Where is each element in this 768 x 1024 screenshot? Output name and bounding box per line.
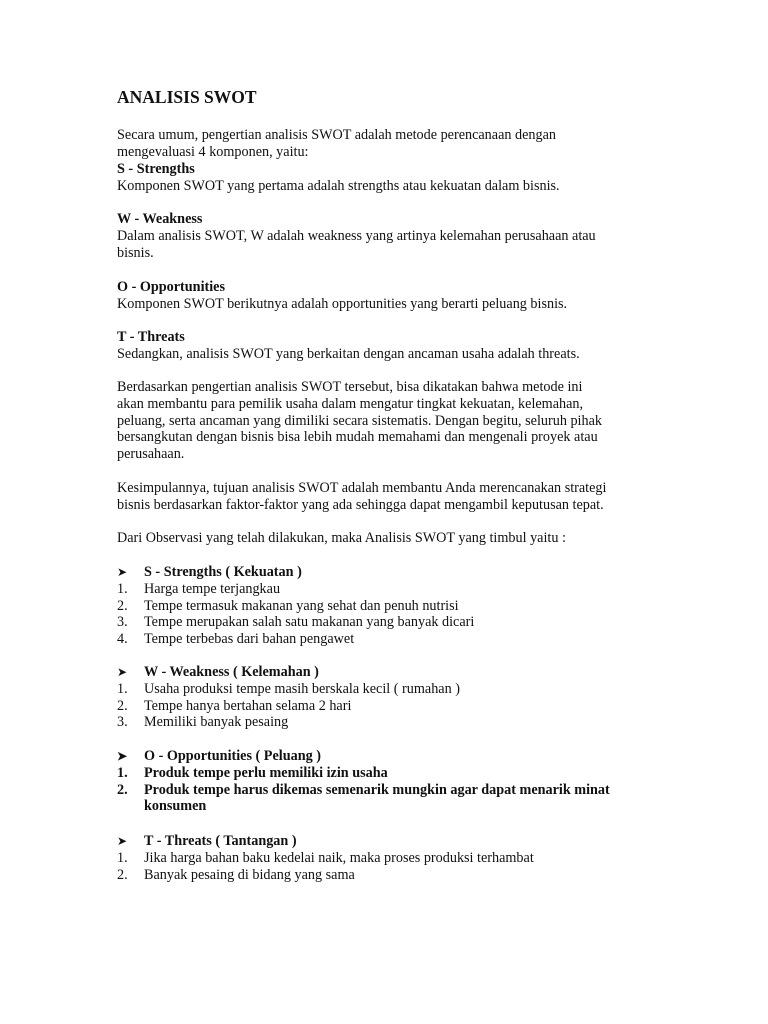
list-item xyxy=(117,581,677,598)
arrowhead-bullet-icon: ➤ xyxy=(117,565,128,579)
page-title: ANALISIS SWOT xyxy=(117,87,257,107)
paragraph-line: akan membantu para pemilik usaha dalam mengatur tingkat kekuatan, kelemahan, xyxy=(117,395,584,412)
list-item-text: Produk tempe harus dikemas semenarik mungkin agar dapat menarik minat konsumen xyxy=(144,781,610,815)
list-item xyxy=(117,714,677,731)
list-item xyxy=(117,782,677,816)
list-item-text: Tempe merupakan salah satu makanan yang banyak dicari xyxy=(144,614,475,631)
paragraph-line: Berdasarkan pengertian analisis SWOT tersebut, bisa dikatakan bahwa metode ini xyxy=(117,379,583,395)
definition-opportunities xyxy=(117,279,677,313)
list-item xyxy=(117,614,677,631)
list-number: 1. xyxy=(117,764,128,781)
list-item xyxy=(117,698,677,715)
list-heading-row xyxy=(117,748,677,765)
threats-list xyxy=(117,833,677,883)
opportunities-list xyxy=(117,748,677,815)
paragraph-line: bersangkutan dengan bisnis bisa lebih mudah memahami dan mengenali proyek atau xyxy=(117,429,598,446)
explanation-paragraph xyxy=(117,379,677,463)
list-number: 2. xyxy=(117,597,128,614)
definition-heading: S - Strengths xyxy=(117,161,195,177)
list-item-text: Tempe termasuk makanan yang sehat dan penuh nutrisi xyxy=(144,597,459,614)
intro-paragraph xyxy=(117,127,677,161)
list-number: 1. xyxy=(117,849,128,866)
list-heading: W - Weakness ( Kelemahan ) xyxy=(144,664,319,680)
list-item-text: Harga tempe terjangkau xyxy=(144,580,281,597)
arrowhead-bullet-icon: ➤ xyxy=(117,665,128,679)
list-number: 1. xyxy=(117,580,128,597)
paragraph-line: bisnis berdasarkan faktor-faktor yang ada sehingga dapat mengambil keputusan tepat. xyxy=(117,496,604,513)
observation-paragraph: Dari Observasi yang telah dilakukan, maka Analisis SWOT yang timbul yaitu : xyxy=(117,530,566,546)
definition-heading: W - Weakness xyxy=(117,211,203,227)
conclusion-paragraph xyxy=(117,480,677,514)
list-number: 2. xyxy=(117,866,128,883)
definition-strengths xyxy=(117,161,677,195)
list-item xyxy=(117,598,677,615)
definition-text: Dalam analisis SWOT, W adalah weakness yang artinya kelemahan perusahaan atau xyxy=(117,227,596,244)
paragraph-line: perusahaan. xyxy=(117,446,185,463)
list-number: 1. xyxy=(117,680,128,697)
list-item-text: Produk tempe perlu memiliki izin usaha xyxy=(144,764,388,781)
weakness-list xyxy=(117,664,677,731)
list-item-text: Banyak pesaing di bidang yang sama xyxy=(144,866,355,883)
paragraph-line: Kesimpulannya, tujuan analisis SWOT adalah membantu Anda merencanakan strategi xyxy=(117,480,607,496)
definition-weakness xyxy=(117,211,677,261)
list-item-text: Memiliki banyak pesaing xyxy=(144,714,289,731)
list-number: 2. xyxy=(117,697,128,714)
intro-line: Secara umum, pengertian analisis SWOT adalah metode perencanaan dengan xyxy=(117,127,556,143)
list-item xyxy=(117,850,677,867)
list-number: 3. xyxy=(117,614,128,631)
definition-threats xyxy=(117,329,677,363)
list-item-text: Usaha produksi tempe masih berskala kecil ( rumahan ) xyxy=(144,680,460,697)
list-number: 2. xyxy=(117,781,128,798)
intro-line: mengevaluasi 4 komponen, yaitu: xyxy=(117,143,309,160)
list-number: 3. xyxy=(117,714,128,731)
list-item xyxy=(117,681,677,698)
list-heading-row xyxy=(117,833,677,850)
definition-text: Sedangkan, analisis SWOT yang berkaitan dengan ancaman usaha adalah threats. xyxy=(117,345,580,362)
paragraph-line: peluang, serta ancaman yang dimiliki secara sistematis. Dengan begitu, seluruh pihak xyxy=(117,412,602,429)
definition-heading: T - Threats xyxy=(117,329,185,345)
list-item-text: Tempe terbebas dari bahan pengawet xyxy=(144,631,355,648)
list-heading-row xyxy=(117,664,677,681)
definition-text: Komponen SWOT berikutnya adalah opportunities yang berarti peluang bisnis. xyxy=(117,295,568,312)
list-heading-row xyxy=(117,564,677,581)
definition-text: Komponen SWOT yang pertama adalah strengths atau kekuatan dalam bisnis. xyxy=(117,177,560,194)
list-item-text: Tempe hanya bertahan selama 2 hari xyxy=(144,697,352,714)
list-heading: T - Threats ( Tantangan ) xyxy=(144,833,297,849)
definition-heading: O - Opportunities xyxy=(117,279,225,295)
arrowhead-bullet-icon: ➤ xyxy=(117,749,128,763)
arrowhead-bullet-icon: ➤ xyxy=(117,834,128,848)
list-item-text: Jika harga bahan baku kedelai naik, maka proses produksi terhambat xyxy=(144,849,534,866)
list-heading: S - Strengths ( Kekuatan ) xyxy=(144,564,302,580)
list-item xyxy=(117,631,677,648)
list-item xyxy=(117,867,677,884)
strengths-list xyxy=(117,564,677,648)
list-heading: O - Opportunities ( Peluang ) xyxy=(144,748,321,764)
definition-text: bisnis. xyxy=(117,244,154,261)
list-item xyxy=(117,765,677,782)
list-number: 4. xyxy=(117,631,128,648)
